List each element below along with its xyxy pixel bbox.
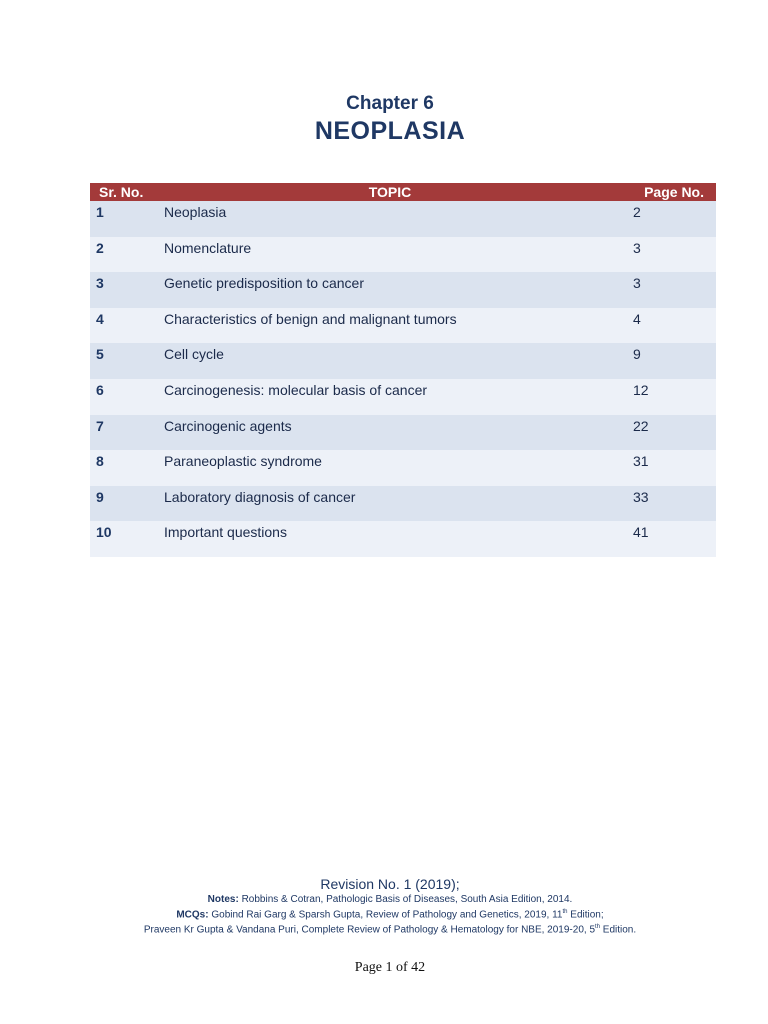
table-row — [90, 201, 716, 237]
table-row — [90, 272, 716, 308]
row-sr-no: 2 — [96, 239, 104, 256]
row-sr-no: 10 — [96, 524, 112, 541]
table-row — [90, 450, 716, 486]
mcqs-reference — [0, 909, 768, 920]
table-row — [90, 379, 716, 415]
revision-note: Revision No. 1 (2019); — [320, 876, 460, 892]
row-page-no: 4 — [633, 310, 641, 327]
mcqs-superscript: th — [562, 909, 568, 915]
header-sr-no: Sr. No. — [99, 184, 144, 200]
chapter-title: NEOPLASIA — [314, 117, 466, 145]
row-sr-no: 8 — [96, 453, 104, 470]
row-page-no: 2 — [633, 204, 641, 220]
table-row — [90, 308, 716, 344]
second-reference — [0, 924, 768, 935]
table-row — [90, 237, 716, 273]
notes-text: Robbins & Cotran, Pathologic Basis of Diseases, South Asia Edition, 2014. — [238, 894, 573, 905]
row-page-no: 12 — [633, 381, 649, 398]
notes-label: Notes: — [207, 894, 239, 905]
row-page-no: 3 — [633, 275, 641, 292]
row-page-no: 31 — [633, 453, 649, 470]
table-body — [90, 201, 716, 557]
table-header — [90, 183, 716, 201]
row-sr-no: 1 — [96, 204, 104, 220]
row-topic: Neoplasia — [164, 204, 227, 220]
row-sr-no: 9 — [96, 488, 104, 505]
line3-end: Edition. — [600, 924, 637, 936]
table-row — [90, 486, 716, 522]
row-sr-no: 6 — [96, 381, 104, 398]
row-page-no: 41 — [633, 524, 649, 541]
row-topic: Characteristics of benign and malignant tumors — [164, 310, 457, 327]
row-topic: Genetic predisposition to cancer — [164, 275, 364, 292]
row-topic: Carcinogenesis: molecular basis of cancer — [164, 381, 428, 398]
contents-table — [90, 183, 716, 557]
line3-superscript: th — [595, 924, 601, 930]
mcqs-label: MCQs: — [176, 909, 209, 921]
row-sr-no: 5 — [96, 346, 104, 363]
row-page-no: 22 — [633, 417, 649, 434]
table-row — [90, 521, 716, 557]
page-number: Page 1 of 42 — [354, 960, 426, 975]
row-page-no: 9 — [633, 346, 641, 363]
row-topic: Paraneoplastic syndrome — [164, 453, 322, 470]
row-sr-no: 3 — [96, 275, 104, 292]
mcqs-end: Edition; — [567, 909, 604, 921]
header-topic: TOPIC — [368, 184, 412, 200]
table-row — [90, 415, 716, 451]
notes-reference — [0, 894, 768, 905]
row-page-no: 3 — [633, 239, 641, 256]
line3-text: Praveen Kr Gupta & Vandana Puri, Complete Review of Pathology & Hematology for NBE, 2019-20, 5 — [143, 924, 595, 936]
row-page-no: 33 — [633, 488, 649, 505]
row-topic: Carcinogenic agents — [164, 417, 292, 434]
row-topic: Important questions — [164, 524, 287, 541]
row-topic: Nomenclature — [164, 239, 252, 256]
chapter-number: Chapter 6 — [346, 93, 434, 114]
mcqs-text: Gobind Rai Garg & Sparsh Gupta, Review of Pathology and Genetics, 2019, 11 — [208, 909, 563, 921]
row-sr-no: 4 — [96, 310, 104, 327]
row-topic: Cell cycle — [164, 346, 224, 363]
row-topic: Laboratory diagnosis of cancer — [164, 488, 356, 505]
table-row — [90, 343, 716, 379]
header-page-no: Page No. — [644, 184, 704, 200]
row-sr-no: 7 — [96, 417, 104, 434]
